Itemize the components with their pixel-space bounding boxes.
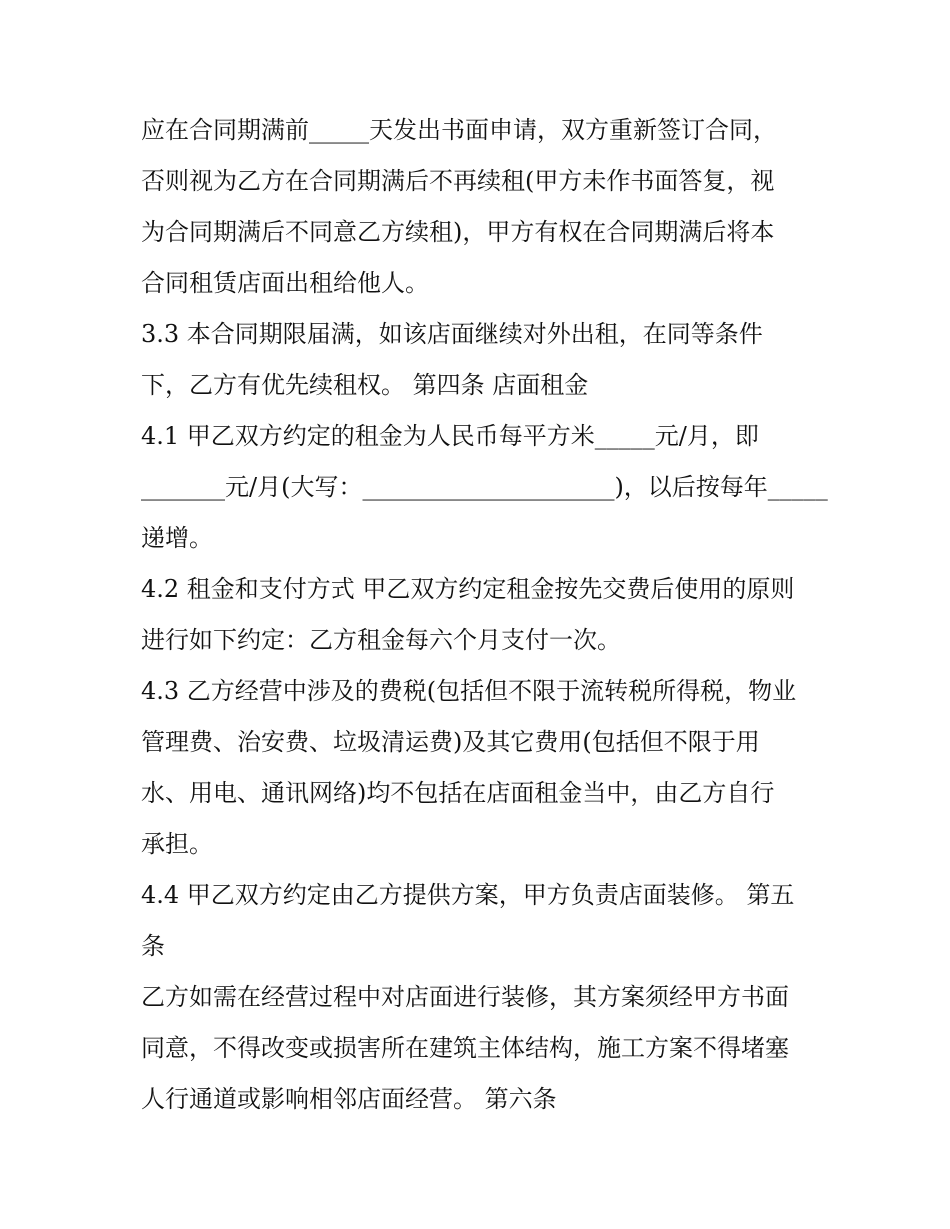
text-line-1: 应在合同期满前_____天发出书面申请，双方重新签订合同， xyxy=(141,116,777,144)
text-line-13: 管理费、治安费、垃圾清运费)及其它费用(包括但不限于用 xyxy=(141,728,760,756)
text-line-8: _______元/月(大写：_____________________)，以后按每年_____ xyxy=(141,473,828,501)
contract-text-body xyxy=(141,105,828,1125)
text-line-20: 人行通道或影响相邻店面经营。 第六条 xyxy=(141,1085,557,1113)
text-line-9: 递增。 xyxy=(141,524,213,552)
text-line-4: 合同租赁店面出租给他人。 xyxy=(141,269,429,297)
text-line-15: 承担。 xyxy=(141,830,213,858)
text-line-17: 条 xyxy=(141,932,165,960)
text-line-12: 4.3 乙方经营中涉及的费税(包括但不限于流转税所得税，物业 xyxy=(141,677,797,705)
text-line-14: 水、用电、通讯网络)均不包括在店面租金当中，由乙方自行 xyxy=(141,779,775,807)
text-line-11: 进行如下约定：乙方租金每六个月支付一次。 xyxy=(141,626,621,654)
text-line-6: 下，乙方有优先续租权。 第四条 店面租金 xyxy=(141,371,589,399)
text-line-16: 4.4 甲乙双方约定由乙方提供方案，甲方负责店面装修。 第五 xyxy=(141,881,795,909)
text-line-18: 乙方如需在经营过程中对店面进行装修，其方案须经甲方书面 xyxy=(141,983,789,1011)
text-line-5: 3.3 本合同期限届满，如该店面继续对外出租，在同等条件 xyxy=(141,320,763,348)
text-line-10: 4.2 租金和支付方式 甲乙双方约定租金按先交费后使用的原则 xyxy=(141,575,795,603)
text-line-3: 为合同期满后不同意乙方续租)，甲方有权在合同期满后将本 xyxy=(141,218,775,246)
text-line-19: 同意，不得改变或损害所在建筑主体结构，施工方案不得堵塞 xyxy=(141,1034,789,1062)
text-line-7: 4.1 甲乙双方约定的租金为人民币每平方米_____元/月，即 xyxy=(141,422,759,450)
text-line-2: 否则视为乙方在合同期满后不再续租(甲方未作书面答复，视 xyxy=(141,167,775,195)
